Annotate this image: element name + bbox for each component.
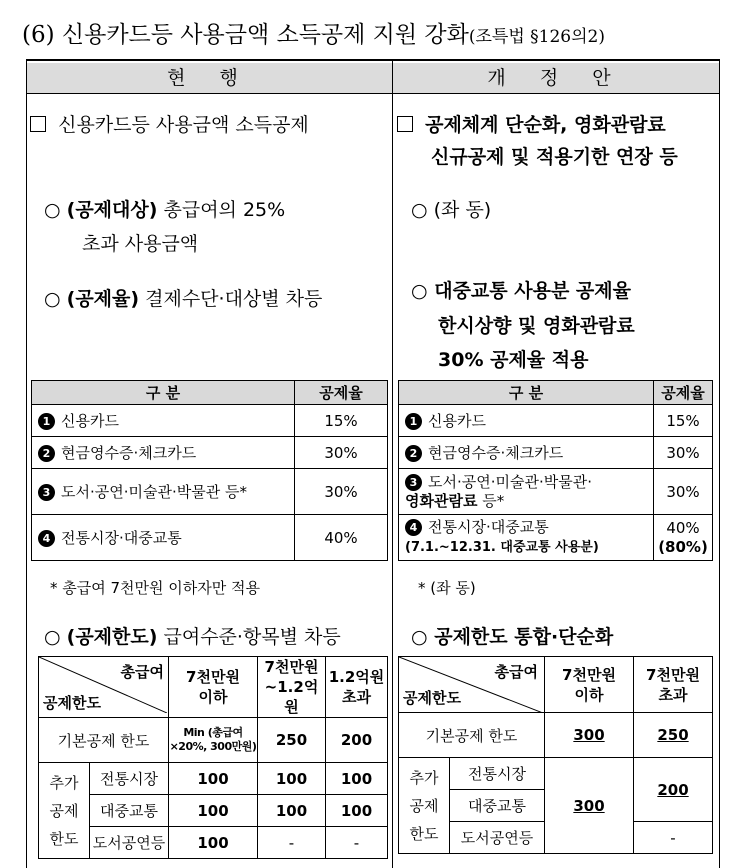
row-label-tail: 등* — [477, 491, 505, 510]
law-reference: (조특법 §126의2) — [468, 27, 605, 47]
table-row — [32, 437, 388, 469]
col-header-rate: 공제율 — [295, 381, 388, 405]
proposed-bullet2-line1: 대중교통 사용분 공제율 — [434, 280, 631, 302]
number-badge-icon: 1 — [38, 413, 55, 430]
extra-row-label: 대중교통 — [450, 790, 545, 822]
current-column-header: 현 행 — [167, 67, 252, 89]
current-heading-text: 신용카드등 사용금액 소득공제 — [58, 114, 309, 136]
row-rate: 15% — [295, 405, 388, 437]
table-row — [399, 713, 713, 758]
extra-v2-last: - — [634, 822, 713, 854]
column-divider — [392, 59, 393, 868]
proposed-rate-table — [398, 380, 713, 561]
proposed-bullet-rate — [411, 276, 631, 303]
proposed-bullet2-line2: 한시상향 및 영화관람료 — [438, 315, 635, 337]
proposed-limit-text: 공제한도 통합·단순화 — [434, 626, 614, 648]
current-limit-heading — [44, 622, 341, 649]
number-badge-icon: 1 — [405, 413, 422, 430]
basic-limit-label: 기본공제 한도 — [399, 713, 545, 758]
basic-limit-v1: Min (총급여 ×20%, 300만원) — [169, 718, 258, 763]
number-badge-icon: 4 — [38, 530, 55, 547]
table-row — [399, 515, 713, 561]
proposed-limit-table — [398, 656, 713, 854]
limit-label: (공제한도) — [66, 626, 158, 648]
table-row — [39, 795, 388, 827]
number-badge-icon: 3 — [38, 484, 55, 501]
proposed-bullet-target — [411, 195, 491, 222]
circle-bullet-icon: ○ — [411, 199, 428, 221]
col-header: 7천만원 이하 — [169, 657, 258, 718]
proposed-limit-heading — [411, 622, 613, 649]
table-row — [39, 763, 388, 795]
proposed-footnote: * (좌 동) — [418, 579, 476, 597]
table-row — [399, 405, 713, 437]
table-row — [32, 469, 388, 515]
extra-row-label: 도서공연등 — [450, 822, 545, 854]
col-header-category: 구 분 — [399, 381, 654, 405]
row-label: 전통시장·대중교통 — [61, 529, 182, 547]
corner-bottom-label: 공제한도 — [43, 694, 101, 712]
rate-label: (공제율) — [66, 288, 140, 310]
table-row — [32, 405, 388, 437]
proposed-column-header: 개 정 안 — [487, 67, 625, 89]
col-header-rate: 공제율 — [654, 381, 713, 405]
table-row — [399, 758, 713, 790]
row-label-bold: 영화관람료 — [405, 491, 478, 510]
table-row — [32, 515, 388, 561]
extra-row-label: 전통시장 — [450, 758, 545, 790]
proposed-heading — [397, 110, 666, 137]
col-header: 1.2억원 초과 — [326, 657, 388, 718]
checkbox-square-icon — [30, 116, 46, 132]
section-title: 신용카드등 사용금액 소득공제 지원 강화 — [61, 22, 469, 48]
checkbox-square-icon — [397, 116, 413, 132]
number-badge-icon: 2 — [405, 445, 422, 462]
proposed-bullet2-line3: 30% 공제율 적용 — [438, 349, 589, 371]
current-footnote: * 총급여 7천만원 이하자만 적용 — [50, 579, 260, 597]
extra-v3: 100 — [326, 795, 388, 827]
extra-v2: 100 — [258, 763, 326, 795]
row-label: 도서·공연·미술관·박물관 등* — [61, 483, 247, 501]
target-label: (공제대상) — [66, 199, 158, 221]
row-label: 현금영수증·체크카드 — [428, 444, 564, 462]
proposed-bullet1-text: (좌 동) — [433, 199, 492, 221]
extra-v2: - — [258, 827, 326, 859]
row-rate: 40% — [295, 515, 388, 561]
document-title — [22, 16, 605, 49]
corner-top-label: 총급여 — [494, 663, 538, 681]
row-label: 전통시장·대중교통 — [428, 518, 549, 536]
extra-v1: 100 — [169, 827, 258, 859]
row-rate: 30% — [295, 437, 388, 469]
table-row — [399, 437, 713, 469]
extra-limit-label: 추가 공제 한도 — [399, 758, 450, 854]
current-bullet-rate — [44, 284, 322, 311]
circle-bullet-icon: ○ — [411, 626, 428, 648]
proposed-heading-line1: 공제체계 단순화, 영화관람료 — [425, 114, 666, 136]
col-header: 7천만원 ~1.2억원 — [258, 657, 326, 718]
extra-v1-merged: 300 — [545, 758, 634, 854]
basic-limit-v2: 250 — [634, 713, 713, 758]
row-label: 현금영수증·체크카드 — [61, 444, 197, 462]
circle-bullet-icon: ○ — [44, 199, 61, 221]
circle-bullet-icon: ○ — [44, 626, 61, 648]
row-rate: 30% — [654, 437, 713, 469]
col-header-category: 구 분 — [32, 381, 295, 405]
current-bullet-target — [44, 195, 285, 222]
corner-cell — [39, 657, 169, 718]
proposed-heading-line2: 신규공제 및 적용기한 연장 등 — [431, 146, 678, 168]
extra-v1: 100 — [169, 763, 258, 795]
row-rate-sub: (80%) — [658, 537, 708, 556]
basic-limit-v1: 300 — [545, 713, 634, 758]
table-row — [39, 718, 388, 763]
current-bullet-target-cont: 초과 사용금액 — [82, 233, 199, 255]
row-label: 신용카드 — [61, 412, 119, 430]
row-rate: 15% — [654, 405, 713, 437]
extra-limit-label: 추가 공제 한도 — [39, 763, 90, 859]
row-label-sub: (7.1.~12.31. 대중교통 사용분) — [405, 540, 599, 555]
row-rate: 40% — [666, 518, 700, 537]
current-heading — [30, 110, 309, 137]
extra-v3: 100 — [326, 763, 388, 795]
col-header: 7천만원 초과 — [634, 657, 713, 713]
basic-limit-v2: 250 — [258, 718, 326, 763]
extra-row-label: 대중교통 — [90, 795, 169, 827]
table-row — [399, 469, 713, 515]
basic-limit-label: 기본공제 한도 — [39, 718, 169, 763]
table-row — [39, 827, 388, 859]
corner-bottom-label: 공제한도 — [403, 689, 461, 707]
top-rule — [27, 59, 719, 61]
corner-top-label: 총급여 — [120, 663, 164, 681]
extra-row-label: 전통시장 — [90, 763, 169, 795]
current-limit-table — [38, 656, 388, 859]
rate-text: 결제수단·대상별 차등 — [145, 288, 323, 310]
circle-bullet-icon: ○ — [44, 288, 61, 310]
row-label: 도서·공연·미술관·박물관· — [428, 472, 592, 491]
row-rate: 30% — [654, 469, 713, 515]
limit-text: 급여수준·항목별 차등 — [163, 626, 341, 648]
circle-bullet-icon: ○ — [411, 280, 428, 302]
extra-v3: - — [326, 827, 388, 859]
extra-v2: 100 — [258, 795, 326, 827]
number-badge-icon: 2 — [38, 445, 55, 462]
row-label: 신용카드 — [428, 412, 486, 430]
col-header: 7천만원 이하 — [545, 657, 634, 713]
extra-v1: 100 — [169, 795, 258, 827]
extra-row-label: 도서공연등 — [90, 827, 169, 859]
target-text: 총급여의 25% — [163, 199, 286, 221]
extra-v2-merged: 200 — [634, 758, 713, 822]
basic-limit-v3: 200 — [326, 718, 388, 763]
current-rate-table — [31, 380, 388, 561]
number-badge-icon: 3 — [405, 474, 422, 491]
corner-cell — [399, 657, 545, 713]
row-rate: 30% — [295, 469, 388, 515]
section-number: (6) — [22, 22, 55, 48]
number-badge-icon: 4 — [405, 519, 422, 536]
